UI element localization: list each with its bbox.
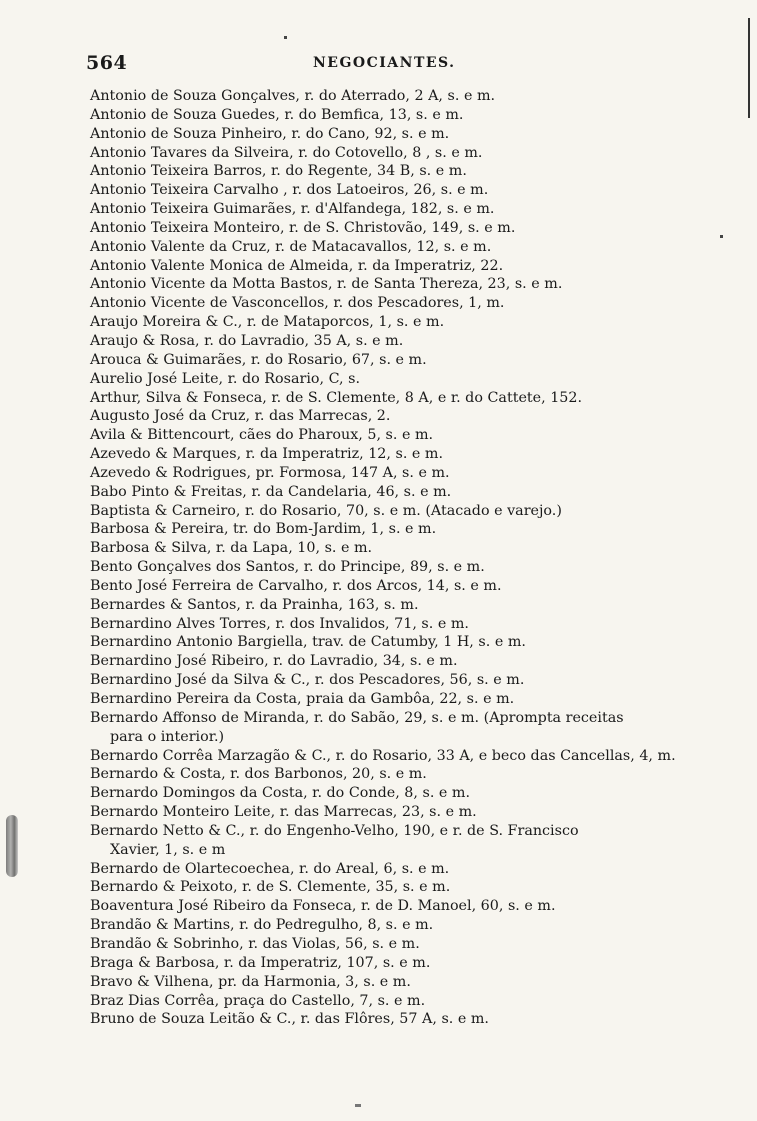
list-item: Bernardo Corrêa Marzagão & C., r. do Rosario, 33 A, e beco das Cancellas, 4, m.	[90, 747, 676, 764]
list-item: Bernardino Antonio Bargiella, trav. de Catumby, 1 H, s. e m.	[90, 634, 526, 651]
list-item: Braga & Barbosa, r. da Imperatriz, 107, s. e m.	[90, 954, 431, 971]
list-item: Aurelio José Leite, r. do Rosario, C, s.	[90, 370, 361, 387]
list-item: Brandão & Martins, r. do Pedregulho, 8, s. e m.	[90, 917, 434, 934]
list-item: Avila & Bittencourt, cães do Pharoux, 5, s. e m.	[90, 427, 434, 444]
list-item: Babo Pinto & Freitas, r. da Candelaria, 46, s. e m.	[90, 483, 452, 500]
list-item: Bernardo & Peixoto, r. de S. Clemente, 35, s. e m.	[90, 879, 451, 896]
right-margin-rule	[748, 18, 750, 118]
list-item: Antonio Tavares da Silveira, r. do Cotovello, 8 , s. e m.	[90, 144, 483, 161]
list-item: Araujo & Rosa, r. do Lavradio, 35 A, s. e m.	[90, 332, 404, 349]
print-speck	[284, 36, 287, 39]
list-item: Augusto José da Cruz, r. das Marrecas, 2.	[90, 408, 391, 425]
list-item: Barbosa & Silva, r. da Lapa, 10, s. e m.	[90, 540, 373, 557]
list-item: Bernardo Monteiro Leite, r. das Marrecas, 23, s. e m.	[90, 804, 477, 821]
list-item: Bravo & Vilhena, pr. da Harmonia, 3, s. e m.	[90, 973, 411, 990]
list-item: Bernardo Domingos da Costa, r. do Conde, 8, s. e m.	[90, 785, 471, 802]
list-item: Antonio Teixeira Monteiro, r. de S. Christovão, 149, s. e m.	[90, 219, 516, 236]
list-item: Antonio Teixeira Barros, r. do Regente, 34 B, s. e m.	[90, 163, 467, 180]
print-speck	[355, 1104, 361, 1107]
list-item: Antonio Vicente de Vasconcellos, r. dos Pescadores, 1, m.	[90, 295, 505, 312]
list-item: Bernardino Alves Torres, r. dos Invalidos, 71, s. e m.	[90, 615, 469, 632]
binding-edge-mark	[6, 815, 18, 877]
list-item: Bruno de Souza Leitão & C., r. das Flôres, 57 A, s. e m.	[90, 1011, 489, 1028]
merchant-list	[90, 87, 730, 1029]
list-item: Arouca & Guimarães, r. do Rosario, 67, s. e m.	[90, 351, 427, 368]
page-number: 564	[86, 52, 128, 74]
list-item: Boaventura José Ribeiro da Fonseca, r. de D. Manoel, 60, s. e m.	[90, 898, 556, 915]
list-item: Bernardo de Olartecoechea, r. do Areal, 6, s. e m.	[90, 860, 450, 877]
list-item: Barbosa & Pereira, tr. do Bom-Jardim, 1, s. e m.	[90, 521, 437, 538]
page-header	[86, 52, 686, 78]
list-item: Antonio Teixeira Carvalho , r. dos Latoeiros, 26, s. e m.	[90, 182, 489, 199]
list-item-continuation: para o interior.)	[110, 728, 225, 745]
list-item: Bernardo Netto & C., r. do Engenho-Velho, 190, e r. de S. Francisco	[90, 822, 579, 839]
list-item: Antonio Valente da Cruz, r. de Matacavallos, 12, s. e m.	[90, 238, 492, 255]
list-item: Azevedo & Rodrigues, pr. Formosa, 147 A, s. e m.	[90, 464, 450, 481]
list-item: Antonio de Souza Gonçalves, r. do Aterrado, 2 A, s. e m.	[90, 88, 496, 104]
section-title: NEGOCIANTES.	[313, 55, 456, 71]
list-item: Azevedo & Marques, r. da Imperatriz, 12, s. e m.	[90, 446, 444, 463]
list-item: Bento José Ferreira de Carvalho, r. dos Arcos, 14, s. e m.	[90, 577, 502, 594]
list-item: Antonio Teixeira Guimarães, r. d'Alfandega, 182, s. e m.	[90, 201, 495, 218]
list-item-continuation: Xavier, 1, s. e m	[110, 841, 226, 858]
list-item: Bernardes & Santos, r. da Prainha, 163, s. m.	[90, 596, 419, 613]
list-item: Bernardino Pereira da Costa, praia da Gambôa, 22, s. e m.	[90, 691, 515, 707]
list-item: Brandão & Sobrinho, r. das Violas, 56, s. e m.	[90, 935, 420, 952]
list-item: Braz Dias Corrêa, praça do Castello, 7, s. e m.	[90, 992, 426, 1009]
list-item: Bernardo & Costa, r. dos Barbonos, 20, s. e m.	[90, 766, 427, 783]
list-item: Antonio de Souza Pinheiro, r. do Cano, 92, s. e m.	[90, 125, 450, 142]
list-item: Baptista & Carneiro, r. do Rosario, 70, s. e m. (Atacado e varejo.)	[90, 502, 562, 519]
list-item: Antonio Vicente da Motta Bastos, r. de Santa Thereza, 23, s. e m.	[90, 276, 563, 293]
list-item: Bernardino José Ribeiro, r. do Lavradio, 34, s. e m.	[90, 653, 458, 670]
list-item: Bento Gonçalves dos Santos, r. do Principe, 89, s. e m.	[90, 559, 485, 576]
list-item: Bernardo Affonso de Miranda, r. do Sabão, 29, s. e m. (Aprompta receitas	[90, 709, 624, 726]
list-item: Bernardino José da Silva & C., r. dos Pescadores, 56, s. e m.	[90, 672, 525, 689]
list-item: Antonio de Souza Guedes, r. do Bemfica, 13, s. e m.	[90, 106, 464, 123]
list-item: Antonio Valente Monica de Almeida, r. da Imperatriz, 22.	[90, 257, 504, 274]
list-item: Araujo Moreira & C., r. de Mataporcos, 1, s. e m.	[90, 314, 445, 331]
list-item: Arthur, Silva & Fonseca, r. de S. Clemente, 8 A, e r. do Cattete, 152.	[90, 389, 583, 406]
